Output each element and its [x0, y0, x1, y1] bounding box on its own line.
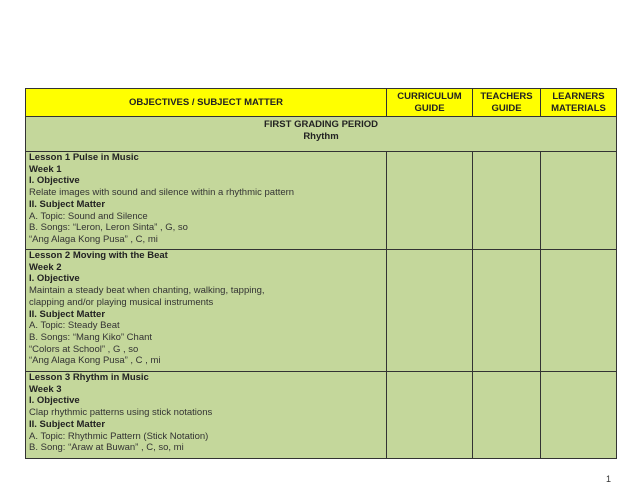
objective-label: I. Objective [29, 175, 80, 187]
header-objectives: OBJECTIVES / SUBJECT MATTER [26, 89, 387, 117]
lesson-title: Lesson 1 Pulse in Music [29, 152, 139, 163]
lesson-week: Week 1 [29, 163, 62, 175]
lesson-cell [26, 372, 387, 459]
learners-materials-cell [541, 152, 617, 250]
subject-matter-label: II. Subject Matter [29, 308, 106, 320]
teachers-guide-cell [473, 372, 541, 459]
objective-text: Clap rhythmic patterns using stick notations [29, 407, 213, 419]
subject-matter-text: “Ang Alaga Kong Pusa” , C , mi [29, 355, 161, 367]
grading-period: FIRST GRADING PERIOD Rhythm [26, 117, 617, 152]
curriculum-guide-cell [387, 250, 473, 372]
subject-matter-text: A. Topic: Rhythmic Pattern (Stick Notation) [29, 430, 209, 442]
objective-label: I. Objective [29, 273, 80, 285]
subject-matter-text: A. Topic: Sound and Silence [29, 210, 148, 222]
subject-matter-text: B. Song: “Araw at Buwan” , C, so, mi [29, 442, 184, 454]
curriculum-guide-cell [387, 152, 473, 250]
grading-row [26, 117, 617, 152]
lesson-cell [26, 250, 387, 372]
header-learners-materials: LEARNERS MATERIALS [541, 89, 617, 117]
header-row [26, 89, 617, 117]
header-teachers-guide: TEACHERS GUIDE [473, 89, 541, 117]
subject-matter-label: II. Subject Matter [29, 198, 106, 210]
lesson-row [26, 152, 617, 250]
lesson-row [26, 372, 617, 459]
header-curriculum-guide: CURRICULUM GUIDE [387, 89, 473, 117]
curriculum-guide-cell [387, 372, 473, 459]
lesson-title: Lesson 3 Rhythm in Music [29, 372, 149, 383]
subject-matter-text: B. Songs: “Mang Kiko” Chant [29, 331, 153, 343]
subject-matter-text: A. Topic: Steady Beat [29, 320, 120, 332]
lesson-row [26, 250, 617, 372]
learners-materials-cell [541, 250, 617, 372]
objective-label: I. Objective [29, 395, 80, 407]
subject-matter-text: B. Songs: “Leron, Leron Sinta” , G, so [29, 222, 188, 234]
objective-text: Maintain a steady beat when chanting, walking, tapping, [29, 285, 265, 297]
lesson-plan-table [25, 88, 617, 459]
teachers-guide-cell [473, 152, 541, 250]
objective-text: Relate images with sound and silence within a rhythmic pattern [29, 187, 295, 199]
learners-materials-cell [541, 372, 617, 459]
page-number: 1 [606, 474, 612, 484]
objective-text: clapping and/or playing musical instruments [29, 296, 214, 308]
lesson-week: Week 2 [29, 261, 62, 273]
lesson-week: Week 3 [29, 383, 62, 395]
subject-matter-label: II. Subject Matter [29, 418, 106, 430]
subject-matter-text: “Colors at School” , G , so [29, 343, 139, 355]
lesson-title: Lesson 2 Moving with the Beat [29, 250, 168, 261]
subject-matter-text: “Ang Alaga Kong Pusa” , C, mi [29, 233, 158, 245]
teachers-guide-cell [473, 250, 541, 372]
lesson-cell [26, 152, 387, 250]
